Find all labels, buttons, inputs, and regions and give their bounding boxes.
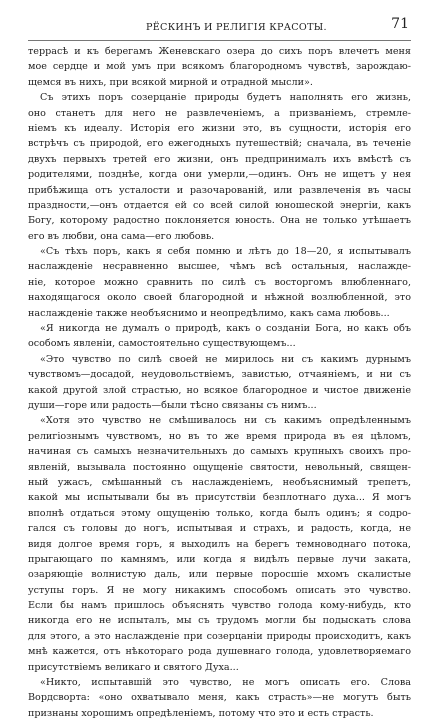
text-line: праздности,—онъ отдается ей со всей силой юношеской энергіи, какъ xyxy=(28,199,411,211)
running-title: РЁСКИНЪ И РЕЛИГІЯ КРАСОТЫ. xyxy=(146,22,327,33)
text-line: наслажденіе также необъяснимо и неопредѣлимо, какъ сама любовь... xyxy=(28,307,390,319)
text-line: явленій, вызывала постоянно ощущеніе святости, невольный, священ- xyxy=(28,461,411,473)
page-number: 71 xyxy=(391,16,409,32)
text-line: оно станетъ для него не развлеченіемъ, а призваніемъ, стремле- xyxy=(28,107,411,119)
text-line: признаны хорошимъ опредѣленіемъ, потому что это и есть страсть. xyxy=(28,707,374,719)
text-line: родителями, позднѣе, когда они умерли,—одинъ. Онъ не ищетъ у нея xyxy=(28,169,411,181)
page-body xyxy=(28,44,411,721)
text-line: ніемъ къ идеалу. Исторія его жизни это, въ сущности, исторія его xyxy=(28,122,411,134)
text-line: какой мы испытывали бы въ присутствіи безплотнаго духа... Я могъ xyxy=(28,492,411,504)
text-line: для этого, а это наслажденіе при созерцаніи природы происходитъ, какъ xyxy=(28,630,411,642)
text-line: «Съ тѣхъ поръ, какъ я себя помню и лѣтъ до 18—20, я испытывалъ xyxy=(40,246,411,258)
text-line: чувствомъ—досадой, неудовольствіемъ, завистью, отчаяніемъ, и ни съ xyxy=(28,369,411,381)
text-line: мнѣ кажется, отъ нѣкотораго рода душевнаго голода, удовлетворяемаго xyxy=(28,646,411,658)
text-line: Богу, которому радостно поклоняется юность. Она не только утѣшаетъ xyxy=(28,215,411,227)
text-line: «Это чувство по силѣ своей не мирилось ни съ какимъ дурнымъ xyxy=(40,353,411,365)
text-line: встрѣчъ съ природой, его ежегодныхъ путешествій; сначала, въ теченіе xyxy=(28,138,411,150)
text-line: наслажденіе несравненно высшее, чѣмъ всѣ остальныя, наслажде- xyxy=(28,261,411,273)
text-line: религіознымъ чувствомъ, но въ то же время природа въ ея цѣломъ, xyxy=(28,430,411,442)
text-line: его въ любви, она сама—его любовь. xyxy=(28,230,215,242)
text-line: ніе, которое можно сравнить по силѣ съ восторгомъ влюбленнаго, xyxy=(28,276,411,288)
page-header xyxy=(28,10,411,41)
text-line: никогда его не испыталъ, мы съ трудомъ могли бы подыскать слова xyxy=(28,615,411,627)
text-line: вполнѣ отдаться этому ощущенію только, когда былъ одинъ; я содро- xyxy=(28,507,411,519)
text-line: особомъ явленіи, самостоятельно существующемъ... xyxy=(28,338,296,350)
text-line: какой другой злой страстью, но всякое благородное и чистое движеніе xyxy=(28,384,411,396)
text-line: ный ужасъ, смѣшанный съ наслажденіемъ, необъяснимый трепетъ, xyxy=(28,476,411,488)
text-line: «Хотя это чувство не смѣшивалось ни съ какимъ опредѣленнымъ xyxy=(40,415,411,427)
text-line: щемся въ нихъ, при всякой мирной и отрадной мысли». xyxy=(28,76,313,88)
text-line: начиная съ самыхъ незначительныхъ до самыхъ крупныхъ своихъ про- xyxy=(28,446,411,458)
text-line: озаряющіе волнистую даль, или первые поросшіе мхомъ скалистые xyxy=(28,569,411,581)
text-line: находящагося около своей благородной и нѣжной возлюбленной, это xyxy=(28,292,411,304)
text-line: уступы горъ. Я не могу никакимъ способомъ описать это чувство. xyxy=(28,584,411,596)
text-line: двухъ первыхъ третей его жизни, онъ предпринималъ ихъ вмѣстѣ съ xyxy=(28,153,411,165)
text-line: Вордсворта: «оно охватывало меня, какъ страсть»—не могутъ быть xyxy=(28,692,411,704)
text-line: прибѣжища отъ усталости и разочарованій, или развлеченія въ часы xyxy=(28,184,411,196)
text-line: присутствіемъ великаго и святого Духа... xyxy=(28,661,239,673)
text-line: террасѣ и къ берегамъ Женевскаго озера до сихъ поръ влечетъ меня xyxy=(28,46,411,57)
text-line: гался съ головы до ногъ, испытывая и страхъ, и радость, когда, не xyxy=(28,523,411,535)
text-line: прыгающаго по камнямъ, или когда я видѣлъ первые лучи заката, xyxy=(28,553,411,565)
text-line: «Никто, испытавшій это чувство, не могъ описать его. Слова xyxy=(40,677,411,689)
text-line: Если бы намъ пришлось объяснять чувство голода кому-нибудь, кто xyxy=(28,600,411,612)
text-line: мое сердце и мой умъ при всякомъ благородномъ чувствѣ, зарождаю- xyxy=(28,61,411,73)
text-line: «Я никогда не думалъ о природѣ, какъ о созданіи Бога, но какъ объ xyxy=(40,323,411,335)
text-line: видя долгое время горъ, я выходилъ на берегъ темноводнаго потока, xyxy=(28,538,411,550)
text-line: души—горе или радость—были тѣсно связаны съ нимъ... xyxy=(28,399,317,411)
text-line: Съ этихъ поръ созерцаніе природы будетъ наполнять его жизнь, xyxy=(40,92,411,104)
